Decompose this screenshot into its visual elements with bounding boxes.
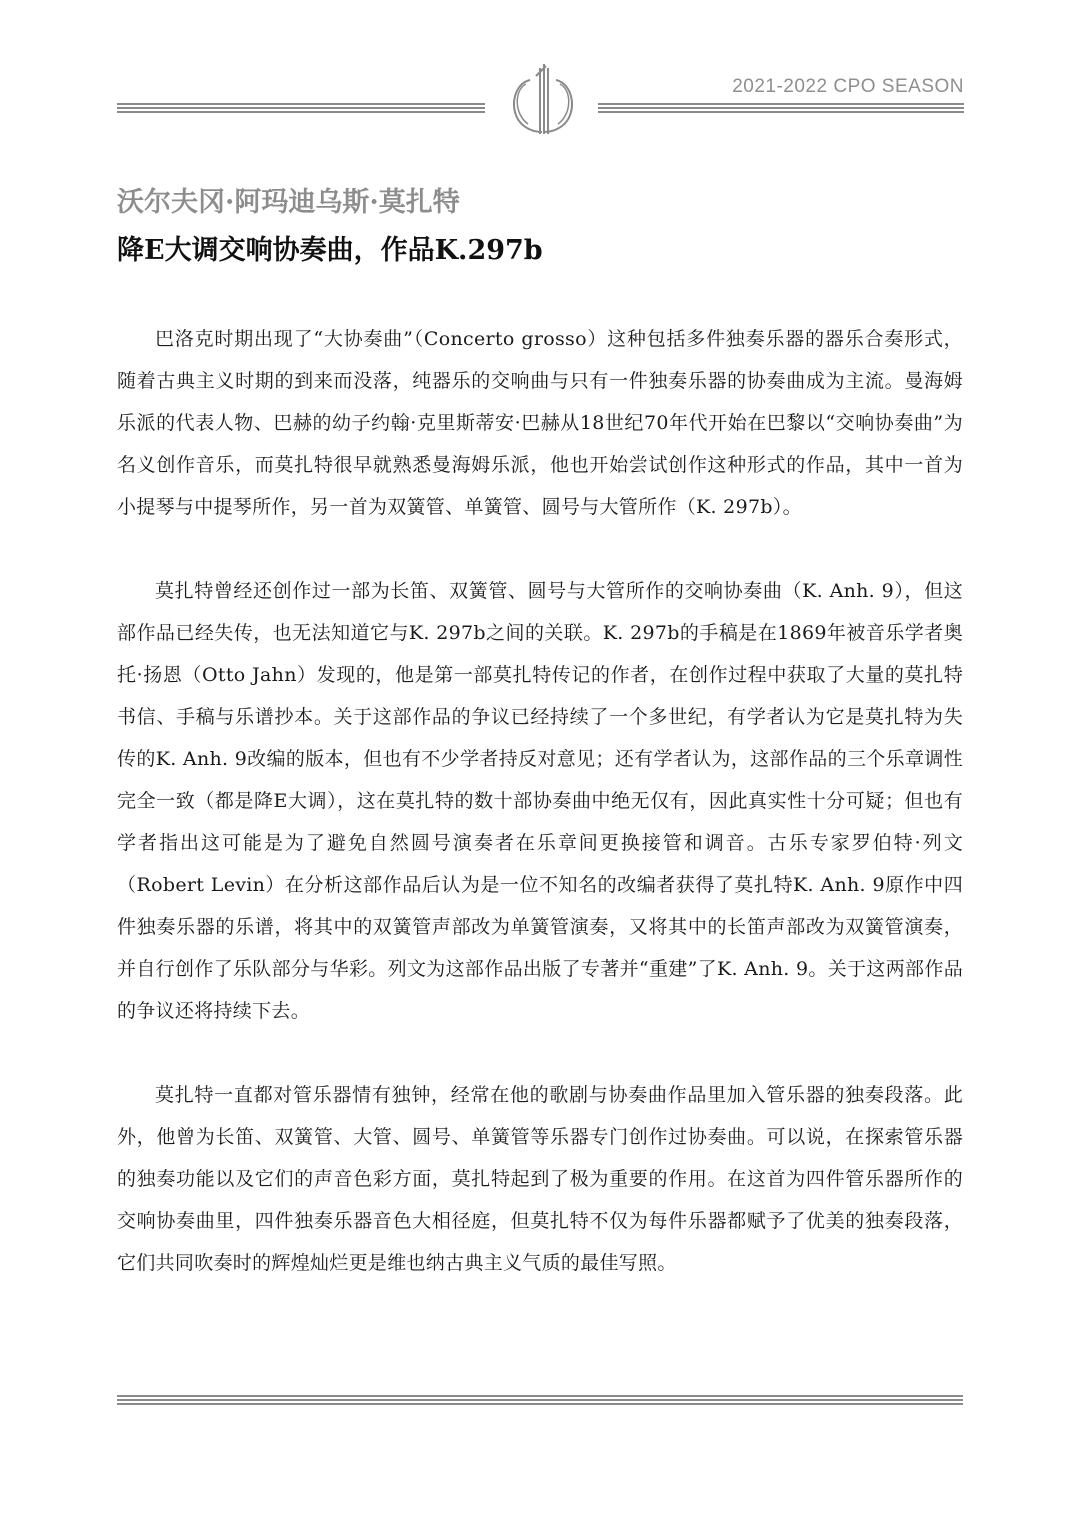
composer-name: 沃尔夫冈·阿玛迪乌斯·莫扎特 xyxy=(117,187,460,218)
paragraph-3: 莫扎特一直都对管乐器情有独钟，经常在他的歌剧与协奏曲作品里加入管乐器的独奏段落。此外，他曾为长笛、双簧管、大管、圆号、单簧管等乐器专门创作过协奏曲。可以说，在探索管乐器的独奏功能以及它们的声音色彩方面，莫扎特起到了极为重要的作用。在这首为四件管乐器所作的交响协奏曲里，四件独奏乐器音色大相径庭，但莫扎特不仅为每件乐器都赋予了优美的独奏段落，它们共同吹奏时的辉煌灿烂更是维也纳古典主义气质的最佳写照。 xyxy=(117,1084,963,1274)
title-block xyxy=(117,182,963,272)
article-body xyxy=(117,318,963,1326)
orchestra-logo-icon xyxy=(502,62,584,136)
header-rule-right xyxy=(598,103,964,113)
footer-rule xyxy=(117,1395,963,1405)
paragraph-1: 巴洛克时期出现了“大协奏曲”（Concerto grosso）这种包括多件独奏乐器的器乐合奏形式，随着古典主义时期的到来而没落，纯器乐的交响曲与只有一件独奏乐器的协奏曲成为主流。曼海姆乐派的代表人物、巴赫的幼子约翰·克里斯蒂安·巴赫从18世纪70年代开始在巴黎以“交响协奏曲”为名义创作音乐，而莫扎特很早就熟悉曼海姆乐派，他也开始尝试创作这种形式的作品，其中一首为小提琴与中提琴所作，另一首为双簧管、单簧管、圆号与大管所作（K. 297b）。 xyxy=(117,328,963,518)
season-label: 2021-2022 CPO SEASON xyxy=(732,76,964,97)
page-header xyxy=(0,0,1080,140)
paragraph-2: 莫扎特曾经还创作过一部为长笛、双簧管、圆号与大管所作的交响协奏曲（K. Anh. 9），但这部作品已经失传，也无法知道它与K. 297b之间的关联。K. 297b的手稿是在1869年被音乐学者奥托·扬恩（Otto Jahn）发现的，他是第一部莫扎特传记的作者，在创作过程中获取了大量的莫扎特书信、手稿与乐谱抄本。关于这部作品的争议已经持续了一个多世纪，有学者认为它是莫扎特为失传的K. Anh. 9改编的版本，但也有不少学者持反对意见；还有学者认为，这部作品的三个乐章调性完全一致（都是降E大调），这在莫扎特的数十部协奏曲中绝无仅有，因此真实性十分可疑；但也有学者指出这可能是为了避免自然圆号演奏者在乐章间更换接管和调音。古乐专家罗伯特·列文（Robert Levin）在分析这部作品后认为是一位不知名的改编者获得了莫扎特K. Anh. 9原作中四件独奏乐器的乐谱，将其中的双簧管声部改为单簧管演奏，又将其中的长笛声部改为双簧管演奏，并自行创作了乐队部分与华彩。列文为这部作品出版了专著并“重建”了K. Anh. 9。关于这两部作品的争议还将持续下去。 xyxy=(117,580,963,1022)
header-rule-left xyxy=(117,103,485,113)
work-title: 降E大调交响协奏曲，作品K.297b xyxy=(117,235,543,266)
